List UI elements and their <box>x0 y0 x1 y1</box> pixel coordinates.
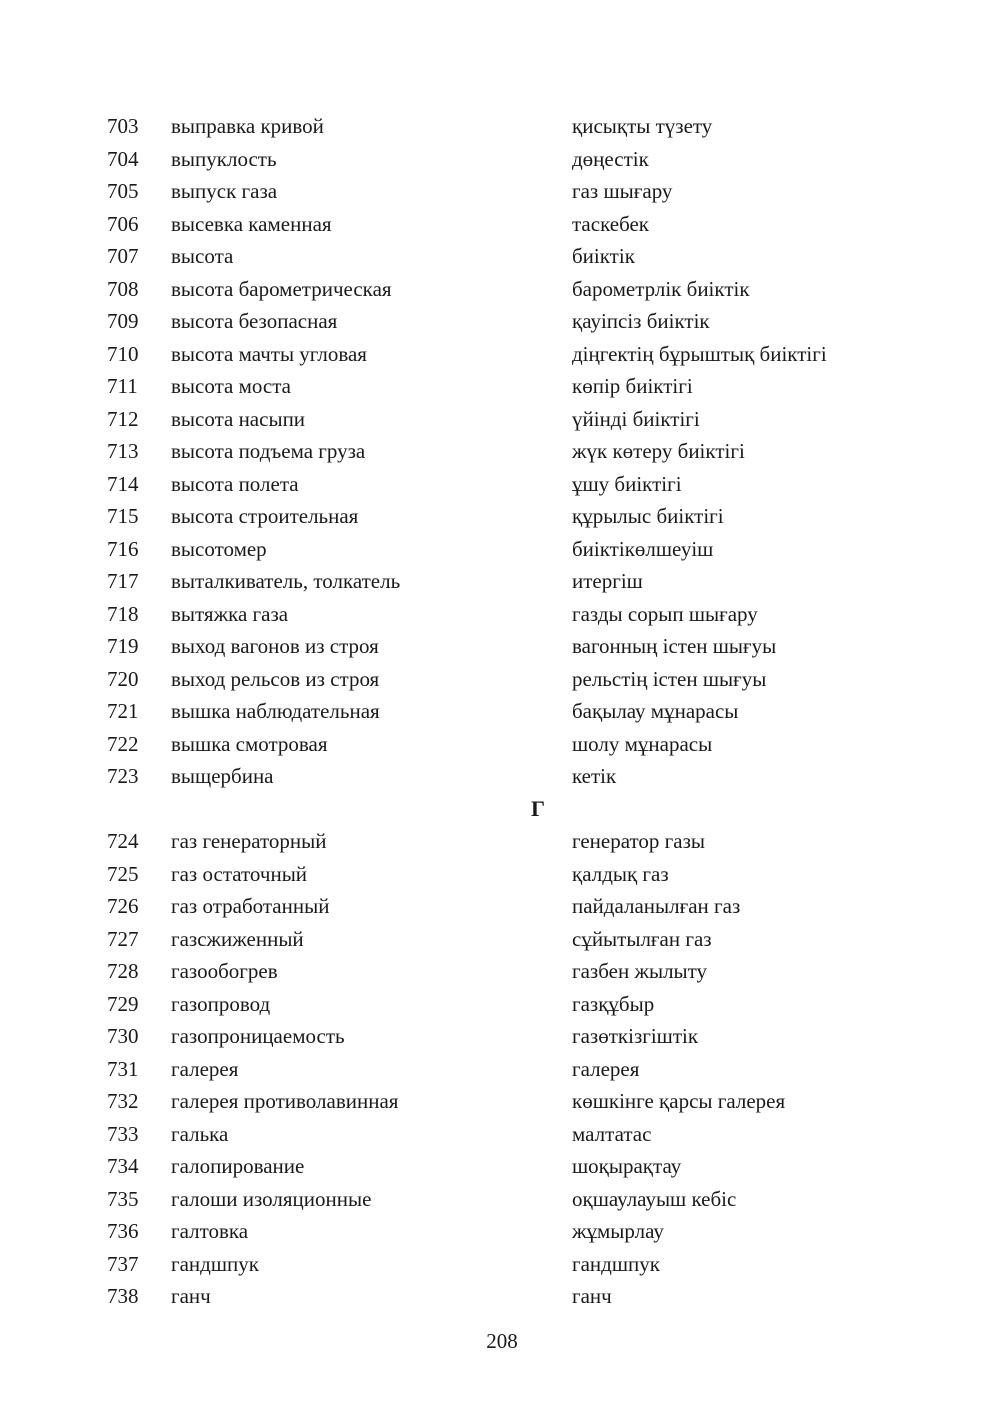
russian-term: высота моста <box>171 374 291 398</box>
entry-number: 715 <box>107 504 139 528</box>
russian-term: высота мачты угловая <box>171 341 367 366</box>
entry-number: 711 <box>107 374 138 398</box>
russian-term: вытяжка газа <box>171 601 289 626</box>
dictionary-entry <box>0 955 1004 988</box>
entry-number: 706 <box>107 211 139 236</box>
entry-number: 724 <box>107 829 139 853</box>
dictionary-entry <box>0 208 1004 241</box>
russian-term: вышка наблюдательная <box>171 699 380 723</box>
section-heading: Г <box>531 795 545 821</box>
entry-number: 704 <box>107 146 139 171</box>
entry-number: 713 <box>107 439 139 463</box>
page-number: 208 <box>486 1329 518 1353</box>
dictionary-entry <box>0 1183 1004 1216</box>
kazakh-term: оқшаулауыш кебіс <box>572 1186 737 1211</box>
entry-number: 727 <box>107 926 139 951</box>
entry-number: 730 <box>107 1024 139 1048</box>
dictionary-entry <box>0 240 1004 273</box>
dictionary-entry <box>0 533 1004 566</box>
dictionary-entry <box>0 663 1004 696</box>
entry-number: 738 <box>107 1284 139 1308</box>
kazakh-term: дөңестік <box>572 146 649 171</box>
kazakh-term: көшкінге қарсы галерея <box>572 1089 786 1113</box>
kazakh-term: көпір биіктігі <box>572 374 693 398</box>
dictionary-entry <box>0 1118 1004 1151</box>
entry-number: 714 <box>107 471 139 496</box>
kazakh-term: малтатас <box>572 1121 652 1146</box>
kazakh-term: генератор газы <box>572 829 705 853</box>
dictionary-entry <box>0 1248 1004 1281</box>
entry-number: 733 <box>107 1121 139 1146</box>
russian-term: гандшпук <box>171 1251 259 1276</box>
entry-number: 716 <box>107 536 139 561</box>
kazakh-term: қалдық газ <box>572 861 669 886</box>
russian-term: высота строительная <box>171 504 359 528</box>
entry-number: 707 <box>107 244 139 268</box>
russian-term: газ отработанный <box>171 894 330 918</box>
dictionary-entry <box>0 1020 1004 1053</box>
russian-term: высотомер <box>171 536 267 561</box>
kazakh-term: ганч <box>572 1284 612 1308</box>
kazakh-term: вагонның істен шығуы <box>572 634 777 658</box>
entry-number: 735 <box>107 1186 139 1211</box>
kazakh-term: шоқырақтау <box>572 1154 682 1178</box>
russian-term: высота безопасная <box>171 309 338 333</box>
dictionary-entry <box>0 1280 1004 1313</box>
russian-term: выход рельсов из строя <box>171 666 380 691</box>
dictionary-entry <box>0 890 1004 923</box>
entry-number: 737 <box>107 1251 139 1276</box>
russian-term: выпуск газа <box>171 179 278 203</box>
entry-number: 709 <box>107 309 139 333</box>
kazakh-term: жүк көтеру биіктігі <box>572 439 745 463</box>
russian-term: газсжиженный <box>171 926 304 951</box>
entry-number: 721 <box>107 699 139 723</box>
entry-number: 712 <box>107 406 139 431</box>
russian-term: газообогрев <box>171 959 278 983</box>
entry-number: 705 <box>107 179 139 203</box>
russian-term: галерея противолавинная <box>171 1089 399 1113</box>
dictionary-entry <box>0 110 1004 143</box>
kazakh-term: газқұбыр <box>572 991 655 1016</box>
entry-number: 718 <box>107 601 139 626</box>
dictionary-entry <box>0 728 1004 761</box>
russian-term: газ остаточный <box>171 861 308 886</box>
dictionary-entry <box>0 598 1004 631</box>
russian-term: выправка кривой <box>171 114 324 138</box>
dictionary-entry <box>0 305 1004 338</box>
kazakh-term: қауіпсіз биіктік <box>572 309 710 333</box>
entry-number: 728 <box>107 959 139 983</box>
russian-term: галоши изоляционные <box>171 1186 372 1211</box>
entry-number: 732 <box>107 1089 139 1113</box>
dictionary-entry <box>0 500 1004 533</box>
entry-number: 703 <box>107 114 139 138</box>
russian-term: газопроницаемость <box>171 1024 345 1048</box>
entry-number: 720 <box>107 666 139 691</box>
russian-term: галька <box>171 1121 229 1146</box>
russian-term: высота барометрическая <box>171 276 392 301</box>
kazakh-term: газ шығару <box>572 179 673 203</box>
dictionary-entry <box>0 338 1004 371</box>
dictionary-entry <box>0 1085 1004 1118</box>
kazakh-term: гандшпук <box>572 1251 660 1276</box>
dictionary-entry <box>0 143 1004 176</box>
entry-number: 717 <box>107 569 139 593</box>
kazakh-term: қисықты түзету <box>572 114 713 138</box>
dictionary-entry <box>0 273 1004 306</box>
kazakh-term: итергіш <box>572 569 643 593</box>
kazakh-term: діңгектің бұрыштық биіктігі <box>572 341 827 366</box>
entry-number: 708 <box>107 276 139 301</box>
kazakh-term: биіктік <box>572 244 635 268</box>
kazakh-term: шолу мұнарасы <box>572 731 713 756</box>
dictionary-entry <box>0 175 1004 208</box>
dictionary-entry <box>0 1150 1004 1183</box>
kazakh-term: газды сорып шығару <box>572 601 758 626</box>
kazakh-term: биіктікөлшеуіш <box>572 536 714 561</box>
dictionary-entry <box>0 468 1004 501</box>
russian-term: выщербина <box>171 764 274 788</box>
russian-term: высота подъема груза <box>171 439 366 463</box>
kazakh-term: газөткізгіштік <box>572 1024 699 1048</box>
dictionary-entry <box>0 435 1004 468</box>
kazakh-term: үйінді биіктігі <box>572 406 700 431</box>
dictionary-entry <box>0 760 1004 793</box>
entry-number: 729 <box>107 991 139 1016</box>
dictionary-entry <box>0 858 1004 891</box>
entry-number: 736 <box>107 1219 139 1243</box>
russian-term: галопирование <box>171 1154 305 1178</box>
russian-term: высота <box>171 244 234 268</box>
kazakh-term: барометрлік биіктік <box>572 276 750 301</box>
entry-number: 734 <box>107 1154 139 1178</box>
russian-term: галтовка <box>171 1219 249 1243</box>
dictionary-entry <box>0 370 1004 403</box>
russian-term: высота насыпи <box>171 406 306 431</box>
kazakh-term: рельстің істен шығуы <box>572 666 767 691</box>
russian-term: газ генераторный <box>171 829 327 853</box>
dictionary-entry <box>0 1053 1004 1086</box>
dictionary-entries <box>0 110 1004 1313</box>
entry-number: 722 <box>107 731 139 756</box>
russian-term: галерея <box>171 1056 239 1081</box>
kazakh-term: ұшу биіктігі <box>572 471 682 496</box>
dictionary-entry <box>0 630 1004 663</box>
russian-term: выталкиватель, толкатель <box>171 569 401 593</box>
dictionary-entry <box>0 825 1004 858</box>
dictionary-entry <box>0 923 1004 956</box>
kazakh-term: кетік <box>572 764 617 788</box>
entry-number: 731 <box>107 1056 139 1081</box>
russian-term: высевка каменная <box>171 211 332 236</box>
russian-term: высота полета <box>171 471 299 496</box>
kazakh-term: бақылау мұнарасы <box>572 699 739 723</box>
dictionary-entry <box>0 988 1004 1021</box>
russian-term: газопровод <box>171 991 271 1016</box>
dictionary-entry <box>0 1215 1004 1248</box>
dictionary-entry <box>0 403 1004 436</box>
kazakh-term: құрылыс биіктігі <box>572 504 724 528</box>
kazakh-term: жұмырлау <box>572 1219 664 1243</box>
entry-number: 710 <box>107 341 139 366</box>
russian-term: выход вагонов из строя <box>171 634 379 658</box>
kazakh-term: сұйытылған газ <box>572 926 712 951</box>
russian-term: ганч <box>171 1284 211 1308</box>
kazakh-term: галерея <box>572 1056 640 1081</box>
entry-number: 726 <box>107 894 139 918</box>
russian-term: вышка смотровая <box>171 731 328 756</box>
kazakh-term: газбен жылыту <box>572 959 708 983</box>
entry-number: 725 <box>107 861 139 886</box>
entry-number: 719 <box>107 634 139 658</box>
dictionary-entry <box>0 695 1004 728</box>
dictionary-entry <box>0 565 1004 598</box>
russian-term: выпуклость <box>171 146 277 171</box>
entry-number: 723 <box>107 764 139 788</box>
kazakh-term: пайдаланылған газ <box>572 894 741 918</box>
kazakh-term: таскебек <box>572 211 650 236</box>
